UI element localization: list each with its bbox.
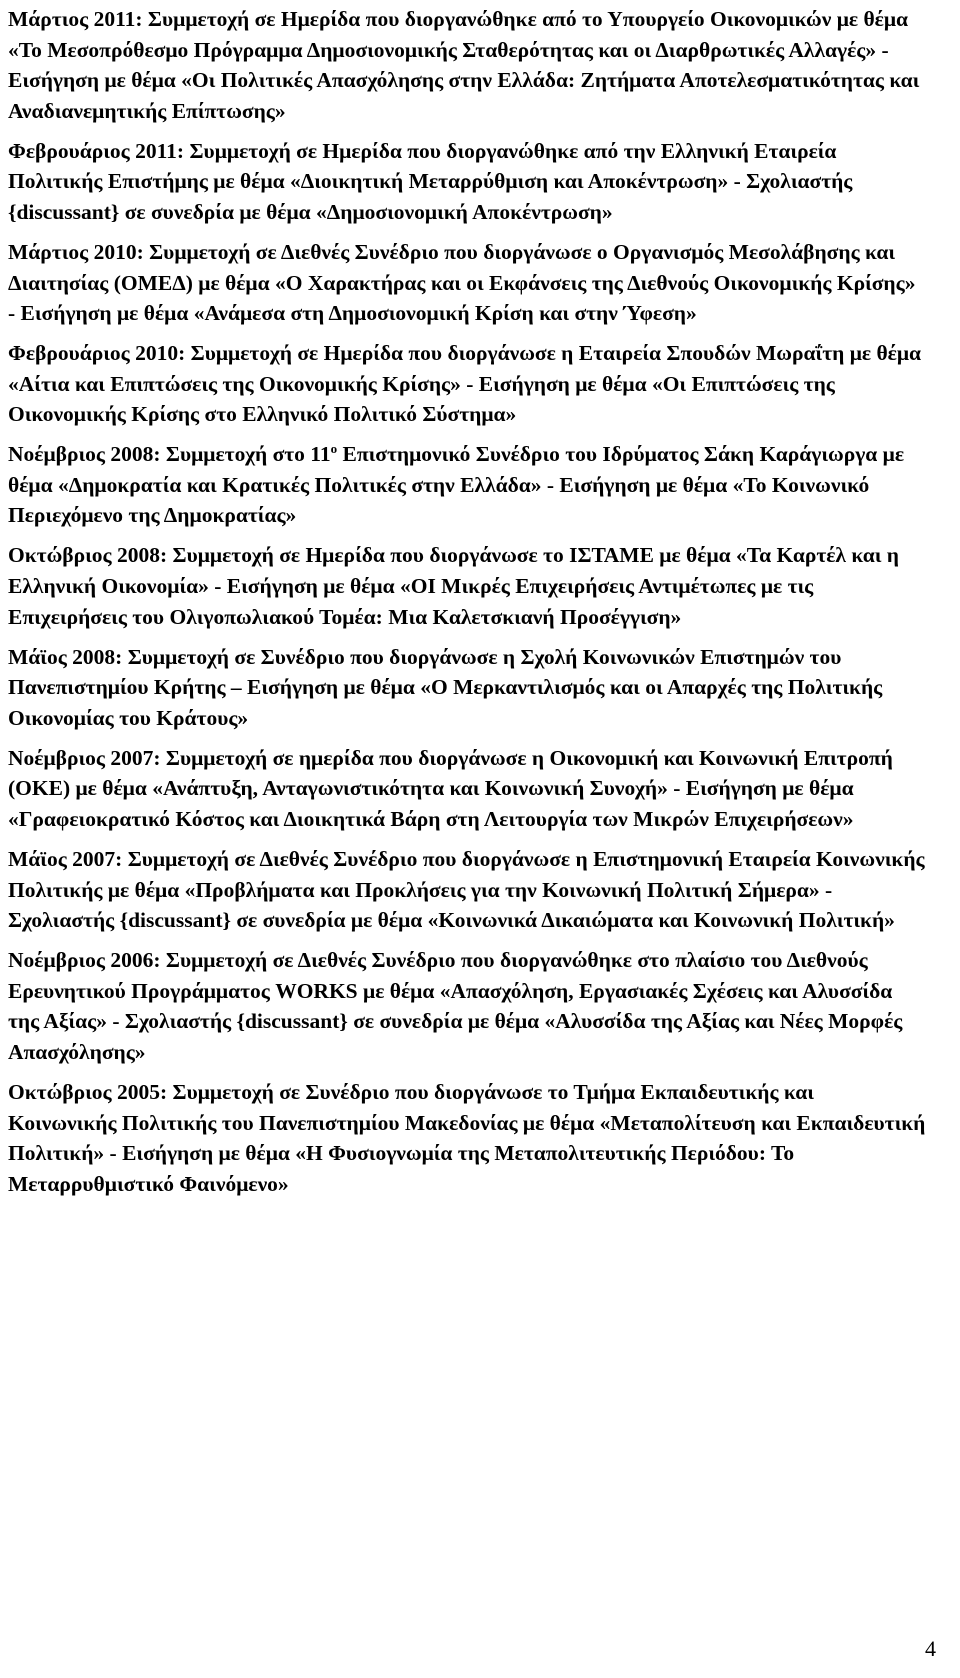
entry-date: Νοέμβριος 2007:: [8, 745, 161, 770]
entry-date: Μάϊος 2008:: [8, 644, 123, 669]
ordinal-superscript: ο: [330, 441, 338, 457]
entry-text: Συμμετοχή σε ημερίδα που διοργάνωσε η Οικονομική και Κοινωνική Επιτροπή (ΟΚΕ) με θέμα «Ανάπτυξη, Ανταγωνιστικότητα και Κοινωνική Συνοχή» - Εισήγηση με θέμα «Γραφειοκρατικό Κόστος και Διοικητικά Βάρη στη Λειτουργία των Μικρών Επιχειρήσεων»: [8, 745, 893, 831]
entry-date: Οκτώβριος 2005:: [8, 1079, 168, 1104]
entry-text: Συμμετοχή σε Συνέδριο που διοργάνωσε το Τμήμα Εκπαιδευτικής και Κοινωνικής Πολιτικής του Πανεπιστημίου Μακεδονίας με θέμα «Μεταπολίτευση και Εκπαιδευτική Πολιτική» - Εισήγηση με θέμα «Η Φυσιογνωμία της Μεταπολιτευτικής Περιόδου: Το Μεταρρυθμιστικό Φαινόμενο»: [8, 1079, 926, 1196]
entry-date: Μάρτιος 2011:: [8, 7, 143, 31]
entry-date: Μάρτιος 2010:: [8, 239, 144, 264]
entry-february-2011: [8, 136, 926, 228]
entry-date: Φεβρουάριος 2011:: [8, 138, 185, 163]
page-number: 4: [925, 1636, 936, 1661]
entry-date: Νοέμβριος 2006:: [8, 948, 161, 973]
entry-text: Συμμετοχή σε Ημερίδα που διοργανώθηκε από το Υπουργείο Οικονομικών με θέμα «Το Μεσοπρόθεσμο Πρόγραμμα Δημοσιονομικής Σταθερότητας και οι Διαρθρωτικές Αλλαγές» - Εισήγηση με θέμα «Οι Πολιτικές Απασχόλησης στην Ελλάδα: Ζητήματα Αποτελεσματικότητας και Αναδιανεμητικής Επίπτωσης»: [8, 7, 920, 123]
entry-date: Φεβρουάριος 2010:: [8, 341, 186, 366]
entry-date: Οκτώβριος 2008:: [8, 543, 168, 568]
entry-text: Συμμετοχή σε Ημερίδα που διοργανώθηκε από την Ελληνική Εταιρεία Πολιτικής Επιστήμης με θέμα «Διοικητική Μεταρρύθμιση και Αποκέντρωση» - Σχολιαστής {discussant} σε συνεδρία με θέμα «Δημοσιονομική Αποκέντρωση»: [8, 138, 853, 224]
entry-november-2007: [8, 743, 926, 835]
entry-text: Επιστημονικό Συνέδριο του Ιδρύματος Σάκη Καράγιωργα με θέμα «Δημοκρατία και Κρατικές Πολιτικές στην Ελλάδα» - Εισήγηση με θέμα «Το Κοινωνικό Περιεχόμενο της Δημοκρατίας»: [8, 442, 905, 528]
entry-date: Μάϊος 2007:: [8, 846, 123, 871]
entry-may-2008: [8, 642, 926, 734]
entry-march-2011: [8, 4, 926, 126]
document-page: [8, 4, 926, 1209]
entry-november-2006: [8, 945, 926, 1067]
entry-date: Νοέμβριος 2008:: [8, 442, 161, 467]
entry-november-2008: [8, 439, 926, 531]
entry-text-before-sup: Συμμετοχή στο 11: [160, 442, 331, 467]
entry-text: Συμμετοχή σε Ημερίδα που διοργάνωσε το ΙΣΤΑΜΕ με θέμα «Τα Καρτέλ και η Ελληνική Οικονομία» - Εισήγηση με θέμα «ΟΙ Μικρές Επιχειρήσεις Αντιμέτωπες με τις Επιχειρήσεις του Ολιγοπωλιακού Τομέα: Μια Καλετσκιανή Προσέγγιση»: [8, 543, 899, 629]
entry-text: Συμμετοχή σε Ημερίδα που διοργάνωσε η Εταιρεία Σπουδών Μωραΐτη με θέμα «Αίτια και Επιπτώσεις της Οικονομικής Κρίσης» - Εισήγηση με θέμα «Οι Επιπτώσεις της Οικονομικής Κρίσης στο Ελληνικό Πολιτικό Σύστημα»: [8, 341, 922, 427]
entry-text: Συμμετοχή σε Συνέδριο που διοργάνωσε η Σχολή Κοινωνικών Επιστημών του Πανεπιστημίου Κρήτης – Εισήγηση με θέμα «Ο Μερκαντιλισμός και οι Απαρχές της Πολιτικής Οικονομίας του Κράτους»: [8, 644, 883, 730]
entry-may-2007: [8, 844, 926, 936]
entry-october-2008: [8, 540, 926, 632]
entry-october-2005: [8, 1077, 926, 1199]
entry-text: Συμμετοχή σε Διεθνές Συνέδριο που διοργάνωσε ο Οργανισμός Μεσολάβησης και Διαιτησίας (ΟΜΕΔ) με θέμα «Ο Χαρακτήρας και οι Εκφάνσεις της Διεθνούς Οικονομικής Κρίσης» - Εισήγηση με θέμα «Ανάμεσα στη Δημοσιονομική Κρίση και στην Ύφεση»: [8, 239, 916, 326]
entry-text: Συμμετοχή σε Διεθνές Συνέδριο που διοργάνωσε η Επιστημονική Εταιρεία Κοινωνικής Πολιτικής με θέμα «Προβλήματα και Προκλήσεις για την Κοινωνική Πολιτική Σήμερα» - Σχολιαστής {discussant} σε συνεδρία με θέμα «Κοινωνικά Δικαιώματα και Κοινωνική Πολιτική»: [8, 846, 925, 933]
entry-february-2010: [8, 338, 926, 430]
entry-march-2010: [8, 237, 926, 329]
entry-text: Συμμετοχή σε Διεθνές Συνέδριο που διοργανώθηκε στο πλαίσιο του Διεθνούς Ερευνητικού Προγράμματος WORKS με θέμα «Απασχόληση, Εργασιακές Σχέσεις και Αλυσσίδα της Αξίας» - Σχολιαστής {discussant} σε συνεδρία με θέμα «Αλυσσίδα της Αξίας και Νέες Μορφές Απασχόλησης»: [8, 948, 903, 1064]
